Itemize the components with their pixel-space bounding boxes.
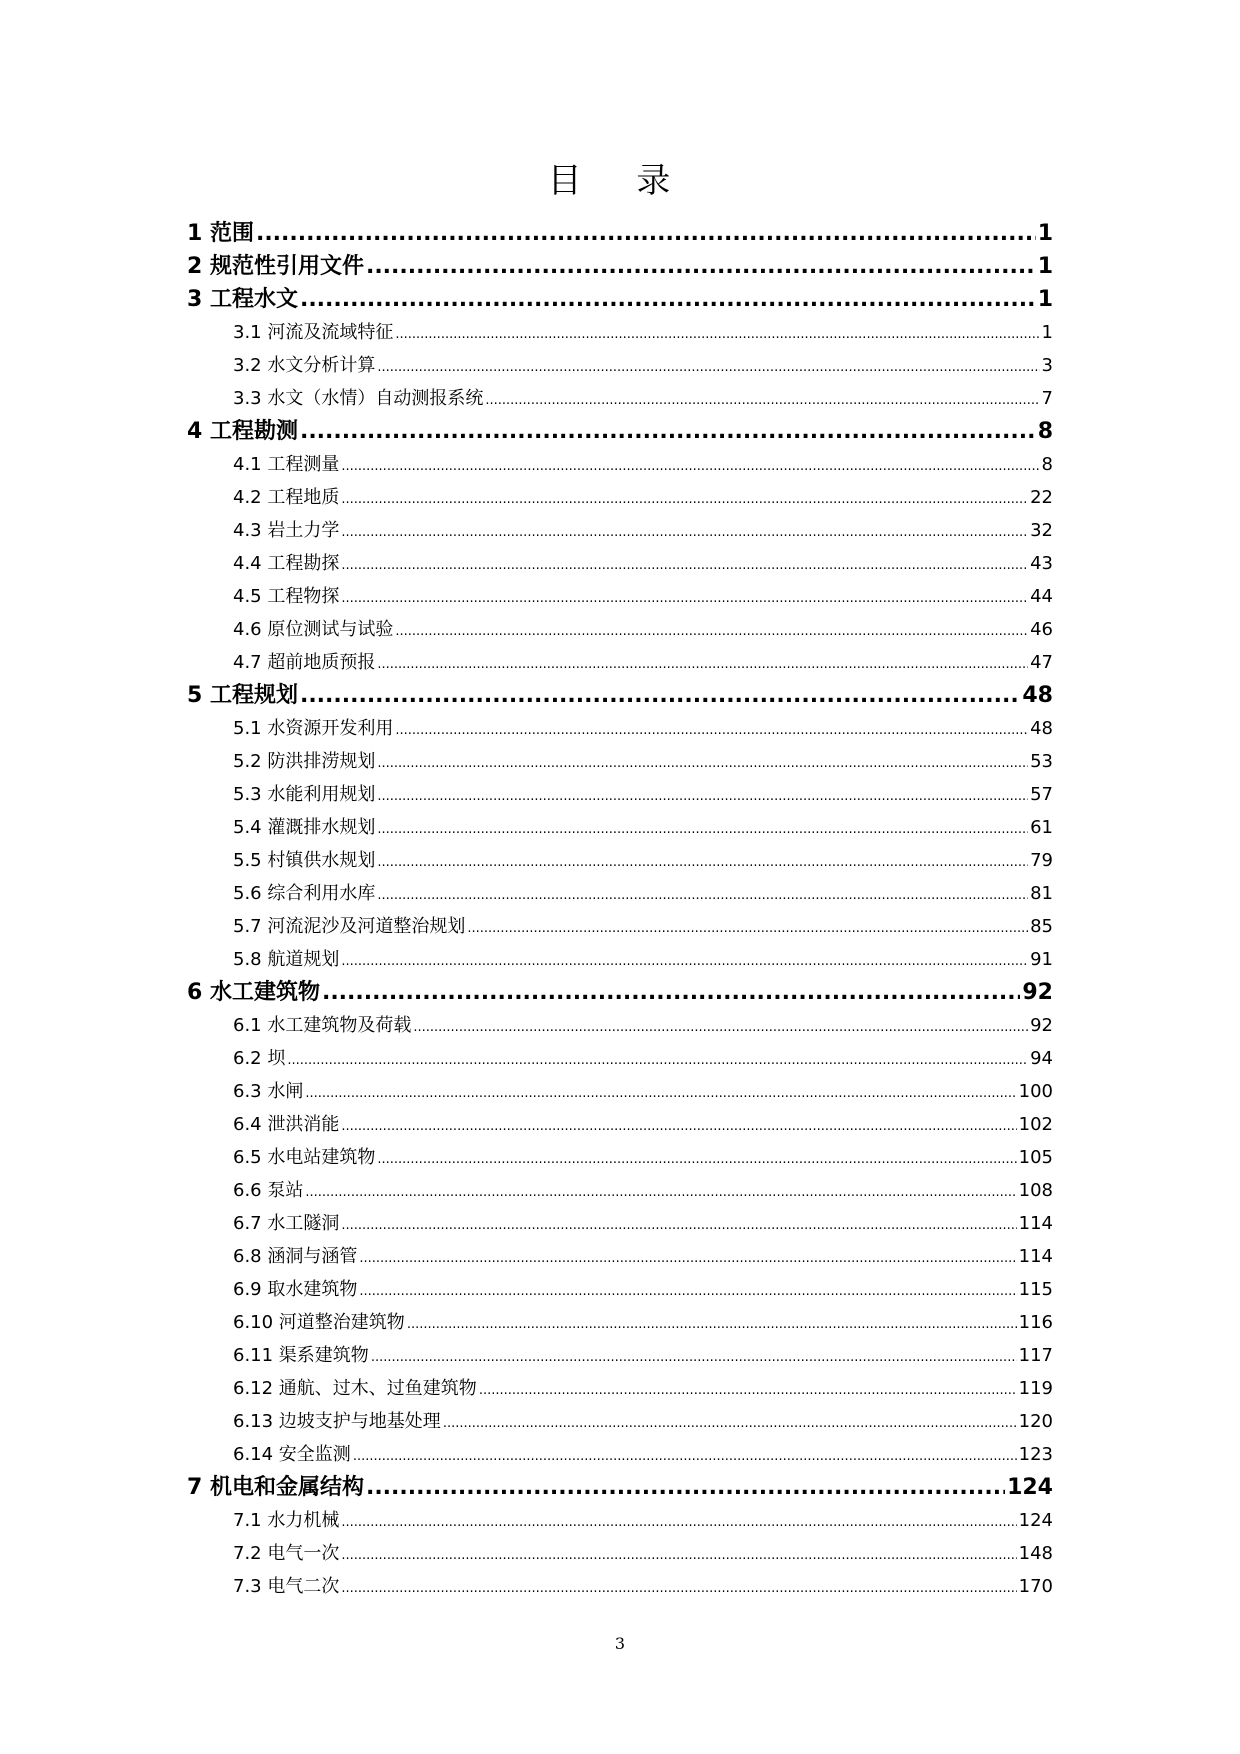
toc-entry-page: 79 — [1030, 850, 1053, 871]
toc-section-entry[interactable] — [187, 1504, 1053, 1537]
dot-leader — [341, 1110, 1016, 1143]
dot-leader — [377, 879, 1028, 912]
toc-chapter-entry[interactable] — [187, 1471, 1053, 1504]
toc-entry-label: 6.3 水闸 — [233, 1081, 304, 1102]
dot-leader — [341, 516, 1028, 549]
toc-chapter-entry[interactable] — [187, 415, 1053, 448]
toc-entry-page: 124 — [1007, 1475, 1053, 1500]
dot-leader — [341, 1539, 1016, 1572]
dot-leader — [366, 250, 1036, 283]
dot-leader — [341, 450, 1039, 483]
toc-entry-label: 4.6 原位测试与试验 — [233, 619, 394, 640]
dot-leader — [341, 483, 1028, 516]
toc-entry-label: 6.1 水工建筑物及荷载 — [233, 1015, 412, 1036]
toc-entry-page: 48 — [1022, 683, 1053, 708]
dot-leader — [300, 283, 1036, 316]
toc-entry-page: 91 — [1030, 949, 1053, 970]
dot-leader — [305, 1077, 1016, 1110]
toc-entry-page: 3 — [1041, 355, 1053, 376]
dot-leader — [377, 351, 1039, 384]
toc-entry-page: 108 — [1018, 1180, 1053, 1201]
toc-section-entry[interactable] — [187, 1042, 1053, 1075]
toc-section-entry[interactable] — [187, 1174, 1053, 1207]
dot-leader — [377, 846, 1028, 879]
toc-entry-label: 6 水工建筑物 — [187, 980, 320, 1005]
toc-entry-label: 6.9 取水建筑物 — [233, 1279, 358, 1300]
toc-section-entry[interactable] — [187, 580, 1053, 613]
toc-entry-page: 81 — [1030, 883, 1053, 904]
toc-entry-label: 4.3 岩土力学 — [233, 520, 340, 541]
toc-entry-label: 6.10 河道整治建筑物 — [233, 1312, 405, 1333]
toc-entry-page: 119 — [1018, 1378, 1053, 1399]
toc-entry-label: 3 工程水文 — [187, 287, 298, 312]
dot-leader — [467, 912, 1028, 945]
toc-entry-label: 6.11 渠系建筑物 — [233, 1345, 369, 1366]
toc-entry-label: 5.1 水资源开发利用 — [233, 718, 394, 739]
toc-section-entry[interactable] — [187, 910, 1053, 943]
toc-entry-page: 92 — [1030, 1015, 1053, 1036]
toc-entry-label: 6.5 水电站建筑物 — [233, 1147, 376, 1168]
toc-section-entry[interactable] — [187, 712, 1053, 745]
toc-entry-label: 5 工程规划 — [187, 683, 298, 708]
toc-section-entry[interactable] — [187, 547, 1053, 580]
toc-entry-label: 7.1 水力机械 — [233, 1510, 340, 1531]
dot-leader — [371, 1341, 1017, 1374]
toc-entry-label: 6.8 涵洞与涵管 — [233, 1246, 358, 1267]
toc-section-entry[interactable] — [187, 1207, 1053, 1240]
toc-entry-page: 1 — [1037, 221, 1053, 246]
toc-entry-page: 115 — [1018, 1279, 1053, 1300]
toc-chapter-entry[interactable] — [187, 217, 1053, 250]
dot-leader — [377, 648, 1028, 681]
toc-entry-page: 117 — [1018, 1345, 1053, 1366]
toc-entry-label: 4.7 超前地质预报 — [233, 652, 376, 673]
toc-entry-label: 1 范围 — [187, 221, 254, 246]
dot-leader — [407, 1308, 1017, 1341]
table-of-contents — [187, 217, 1053, 1603]
page-title: 目 录 — [547, 161, 693, 201]
toc-section-entry[interactable] — [187, 481, 1053, 514]
dot-leader — [256, 217, 1036, 250]
toc-section-entry[interactable] — [187, 778, 1053, 811]
toc-entry-page: 85 — [1030, 916, 1053, 937]
toc-entry-label: 5.5 村镇供水规划 — [233, 850, 376, 871]
toc-entry-page: 105 — [1018, 1147, 1053, 1168]
toc-section-entry[interactable] — [187, 811, 1053, 844]
dot-leader — [341, 549, 1028, 582]
toc-entry-label: 6.7 水工隧洞 — [233, 1213, 340, 1234]
dot-leader — [395, 318, 1039, 351]
dot-leader — [300, 415, 1036, 448]
toc-entry-label: 5.4 灌溉排水规划 — [233, 817, 376, 838]
toc-section-entry[interactable] — [187, 1009, 1053, 1042]
page-number: 3 — [614, 1634, 626, 1653]
toc-entry-page: 170 — [1018, 1576, 1053, 1597]
toc-section-entry[interactable] — [187, 1306, 1053, 1339]
dot-leader — [377, 813, 1028, 846]
toc-section-entry[interactable] — [187, 1075, 1053, 1108]
toc-section-entry[interactable] — [187, 1537, 1053, 1570]
dot-leader — [413, 1011, 1028, 1044]
toc-entry-label: 5.3 水能利用规划 — [233, 784, 376, 805]
toc-entry-page: 120 — [1018, 1411, 1053, 1432]
toc-section-entry[interactable] — [187, 613, 1053, 646]
toc-entry-label: 7 机电和金属结构 — [187, 1475, 364, 1500]
toc-entry-label: 5.6 综合利用水库 — [233, 883, 376, 904]
toc-chapter-entry[interactable] — [187, 976, 1053, 1009]
toc-section-entry[interactable] — [187, 1141, 1053, 1174]
toc-section-entry[interactable] — [187, 943, 1053, 976]
toc-entry-page: 124 — [1018, 1510, 1053, 1531]
toc-section-entry[interactable] — [187, 646, 1053, 679]
toc-entry-page: 53 — [1030, 751, 1053, 772]
toc-entry-page: 100 — [1018, 1081, 1053, 1102]
toc-entry-label: 6.12 通航、过木、过鱼建筑物 — [233, 1378, 477, 1399]
toc-entry-page: 114 — [1018, 1213, 1053, 1234]
toc-section-entry[interactable] — [187, 1405, 1053, 1438]
toc-entry-page: 123 — [1018, 1444, 1053, 1465]
dot-leader — [341, 945, 1028, 978]
toc-section-entry[interactable] — [187, 1339, 1053, 1372]
toc-entry-label: 4 工程勘测 — [187, 419, 298, 444]
toc-entry-page: 114 — [1018, 1246, 1053, 1267]
toc-section-entry[interactable] — [187, 514, 1053, 547]
toc-entry-page: 32 — [1030, 520, 1053, 541]
toc-entry-page: 148 — [1018, 1543, 1053, 1564]
dot-leader — [359, 1242, 1016, 1275]
dot-leader — [305, 1176, 1016, 1209]
toc-entry-label: 5.2 防洪排涝规划 — [233, 751, 376, 772]
toc-entry-label: 7.2 电气一次 — [233, 1543, 340, 1564]
toc-section-entry[interactable] — [187, 844, 1053, 877]
toc-entry-label: 4.2 工程地质 — [233, 487, 340, 508]
dot-leader — [377, 1143, 1016, 1176]
dot-leader — [366, 1471, 1005, 1504]
toc-section-entry[interactable] — [187, 448, 1053, 481]
toc-entry-label: 5.7 河流泥沙及河道整治规划 — [233, 916, 466, 937]
toc-entry-label: 3.3 水文（水情）自动测报系统 — [233, 388, 484, 409]
dot-leader — [287, 1044, 1028, 1077]
toc-entry-page: 1 — [1037, 287, 1053, 312]
toc-section-entry[interactable] — [187, 877, 1053, 910]
toc-entry-label: 4.5 工程物探 — [233, 586, 340, 607]
toc-entry-label: 6.4 泄洪消能 — [233, 1114, 340, 1135]
toc-entry-page: 116 — [1018, 1312, 1053, 1333]
toc-entry-page: 8 — [1041, 454, 1053, 475]
toc-entry-label: 6.14 安全监测 — [233, 1444, 351, 1465]
dot-leader — [395, 615, 1028, 648]
toc-section-entry[interactable] — [187, 1273, 1053, 1306]
dot-leader — [341, 582, 1028, 615]
dot-leader — [359, 1275, 1016, 1308]
dot-leader — [395, 714, 1028, 747]
toc-entry-label: 4.4 工程勘探 — [233, 553, 340, 574]
toc-section-entry[interactable] — [187, 1570, 1053, 1603]
toc-entry-page: 48 — [1030, 718, 1053, 739]
dot-leader — [300, 679, 1020, 712]
toc-chapter-entry[interactable] — [187, 250, 1053, 283]
dot-leader — [485, 384, 1039, 417]
toc-entry-page: 43 — [1030, 553, 1053, 574]
toc-entry-label: 4.1 工程测量 — [233, 454, 340, 475]
toc-entry-label: 6.2 坝 — [233, 1048, 286, 1069]
toc-entry-page: 57 — [1030, 784, 1053, 805]
toc-entry-label: 6.13 边坡支护与地基处理 — [233, 1411, 441, 1432]
toc-entry-page: 44 — [1030, 586, 1053, 607]
toc-section-entry[interactable] — [187, 1372, 1053, 1405]
dot-leader — [479, 1374, 1017, 1407]
toc-entry-page: 1 — [1037, 254, 1053, 279]
toc-entry-page: 46 — [1030, 619, 1053, 640]
toc-entry-page: 92 — [1022, 980, 1053, 1005]
toc-chapter-entry[interactable] — [187, 679, 1053, 712]
toc-entry-label: 2 规范性引用文件 — [187, 254, 364, 279]
dot-leader — [341, 1506, 1016, 1539]
toc-entry-label: 3.1 河流及流域特征 — [233, 322, 394, 343]
toc-entry-label: 7.3 电气二次 — [233, 1576, 340, 1597]
dot-leader — [377, 780, 1028, 813]
toc-section-entry[interactable] — [187, 1240, 1053, 1273]
toc-section-entry[interactable] — [187, 745, 1053, 778]
toc-section-entry[interactable] — [187, 349, 1053, 382]
toc-entry-page: 7 — [1041, 388, 1053, 409]
dot-leader — [341, 1572, 1016, 1605]
toc-entry-label: 5.8 航道规划 — [233, 949, 340, 970]
dot-leader — [443, 1407, 1017, 1440]
toc-entry-page: 94 — [1030, 1048, 1053, 1069]
toc-section-entry[interactable] — [187, 1108, 1053, 1141]
toc-entry-page: 102 — [1018, 1114, 1053, 1135]
toc-section-entry[interactable] — [187, 382, 1053, 415]
dot-leader — [341, 1209, 1016, 1242]
toc-entry-label: 3.2 水文分析计算 — [233, 355, 376, 376]
toc-section-entry[interactable] — [187, 1438, 1053, 1471]
toc-entry-page: 61 — [1030, 817, 1053, 838]
toc-section-entry[interactable] — [187, 316, 1053, 349]
toc-entry-page: 47 — [1030, 652, 1053, 673]
dot-leader — [377, 747, 1028, 780]
toc-entry-page: 1 — [1041, 322, 1053, 343]
toc-entry-label: 6.6 泵站 — [233, 1180, 304, 1201]
toc-chapter-entry[interactable] — [187, 283, 1053, 316]
toc-entry-page: 22 — [1030, 487, 1053, 508]
dot-leader — [322, 976, 1020, 1009]
toc-entry-page: 8 — [1037, 419, 1053, 444]
dot-leader — [353, 1440, 1017, 1473]
